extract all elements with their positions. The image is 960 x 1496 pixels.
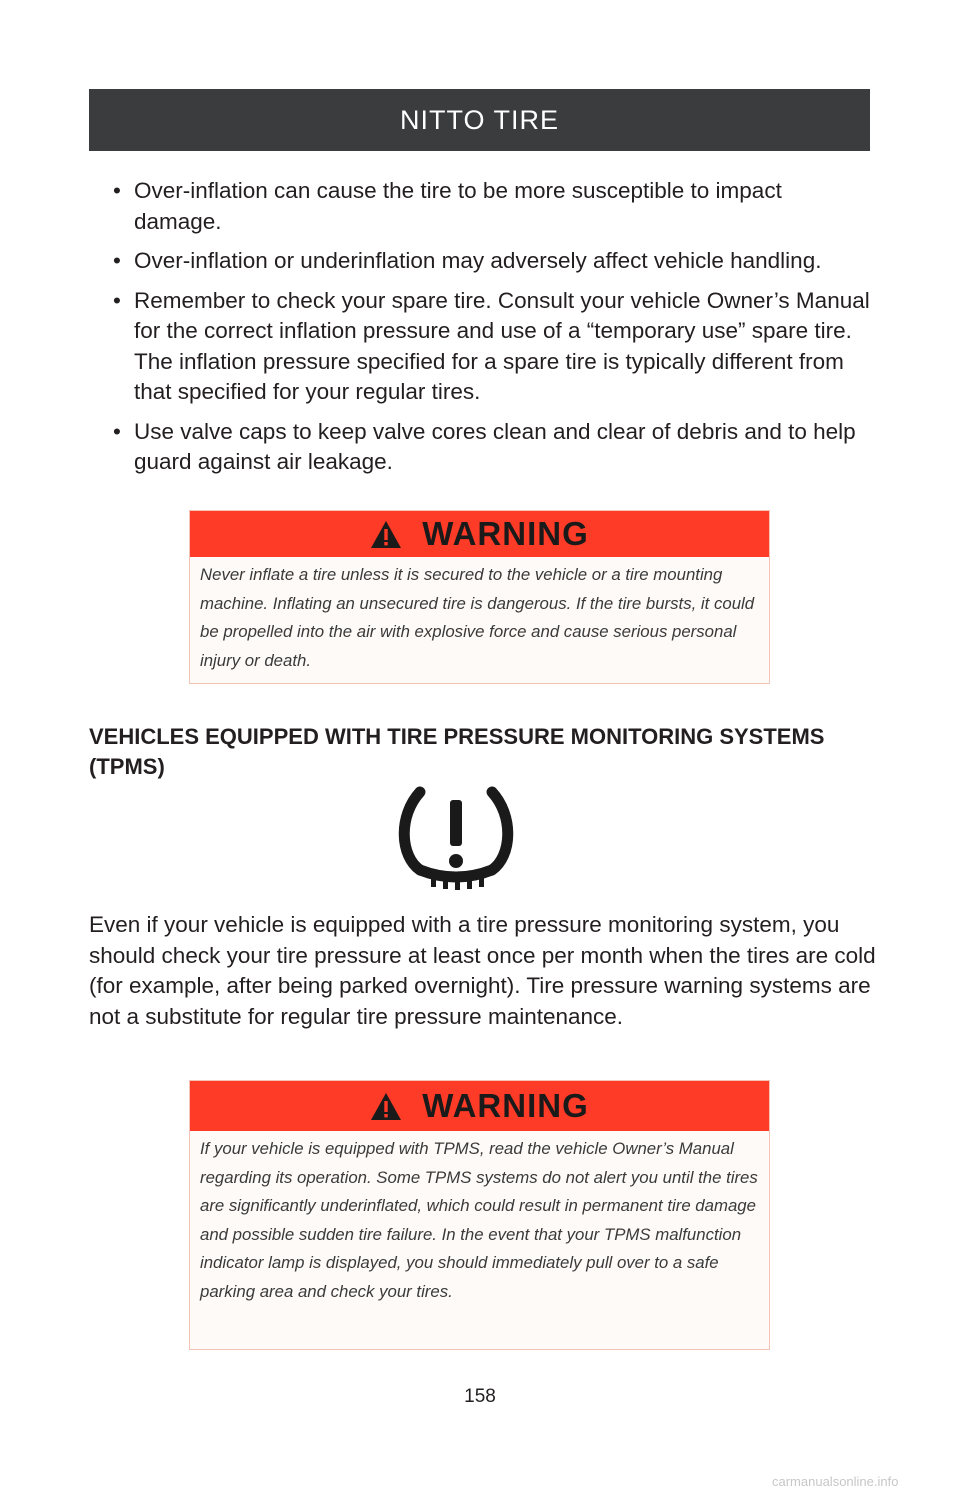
warning-triangle-icon [370,1092,402,1121]
warning-heading: WARNING [422,515,589,552]
bullet-glyph: • [113,287,121,313]
bullet-glyph: • [113,248,121,273]
warning-triangle-icon [370,520,402,549]
page-number: 158 [464,1386,496,1407]
list-item: • Use valve caps to keep valve cores clean and clear of debris and to help guard against air leakage. [113,418,856,474]
page-header [89,89,870,151]
tpms-warning-icon [398,786,514,890]
warning-heading: WARNING [422,1087,589,1124]
bullet-list [113,176,873,487]
watermark: carmanualsonline.info [772,1474,899,1489]
warning-text: Never inflate a tire unless it is secured to the vehicle or a tire mounting machine. Inflating an unsecured tire is dangerous. If the tire bursts, it could be propelled into the air with explosive force and cause serious personal injury or death. [200,565,755,670]
list-item: • Over-inflation can cause the tire to be more susceptible to impact damage. [113,178,782,234]
list-item: • Over-inflation or underinflation may adversely affect vehicle handling. [113,246,873,277]
warning-header [190,511,769,557]
bullet-glyph: • [113,178,121,203]
warning-header [190,1081,769,1131]
warning-text: If your vehicle is equipped with TPMS, read the vehicle Owner’s Manual regarding its operation. Some TPMS systems do not alert you until the tires are significantly underinflated, which could result in permanent tire damage and possible sudden tire failure. In the event that your TPMS malfunction indicator lamp is displayed, you should immediately pull over to a safe parking area and check your tires. [200,1139,758,1301]
bullet-glyph: • [113,418,121,444]
warning-box-inflation [189,510,770,684]
warning-box-tpms [189,1080,770,1350]
tpms-paragraph: Even if your vehicle is equipped with a tire pressure monitoring system, you should check your tire pressure at least once per month when the tires are cold (for example, after being parked overnight). Tire pressure warning systems are not a substitute for regular tire pressure maintenance. [89,912,876,1029]
section-title: VEHICLES EQUIPPED WITH TIRE PRESSURE MONITORING SYSTEMS (TPMS) [89,724,825,779]
list-item: • Remember to check your spare tire. Consult your vehicle Owner’s Manual for the correct inflation pressure and use of a “temporary use” spare tire. The inflation pressure specified for a spare tire is typically different from that specified for your regular tires. [113,287,870,404]
header-title: NITTO TIRE [399,104,559,135]
